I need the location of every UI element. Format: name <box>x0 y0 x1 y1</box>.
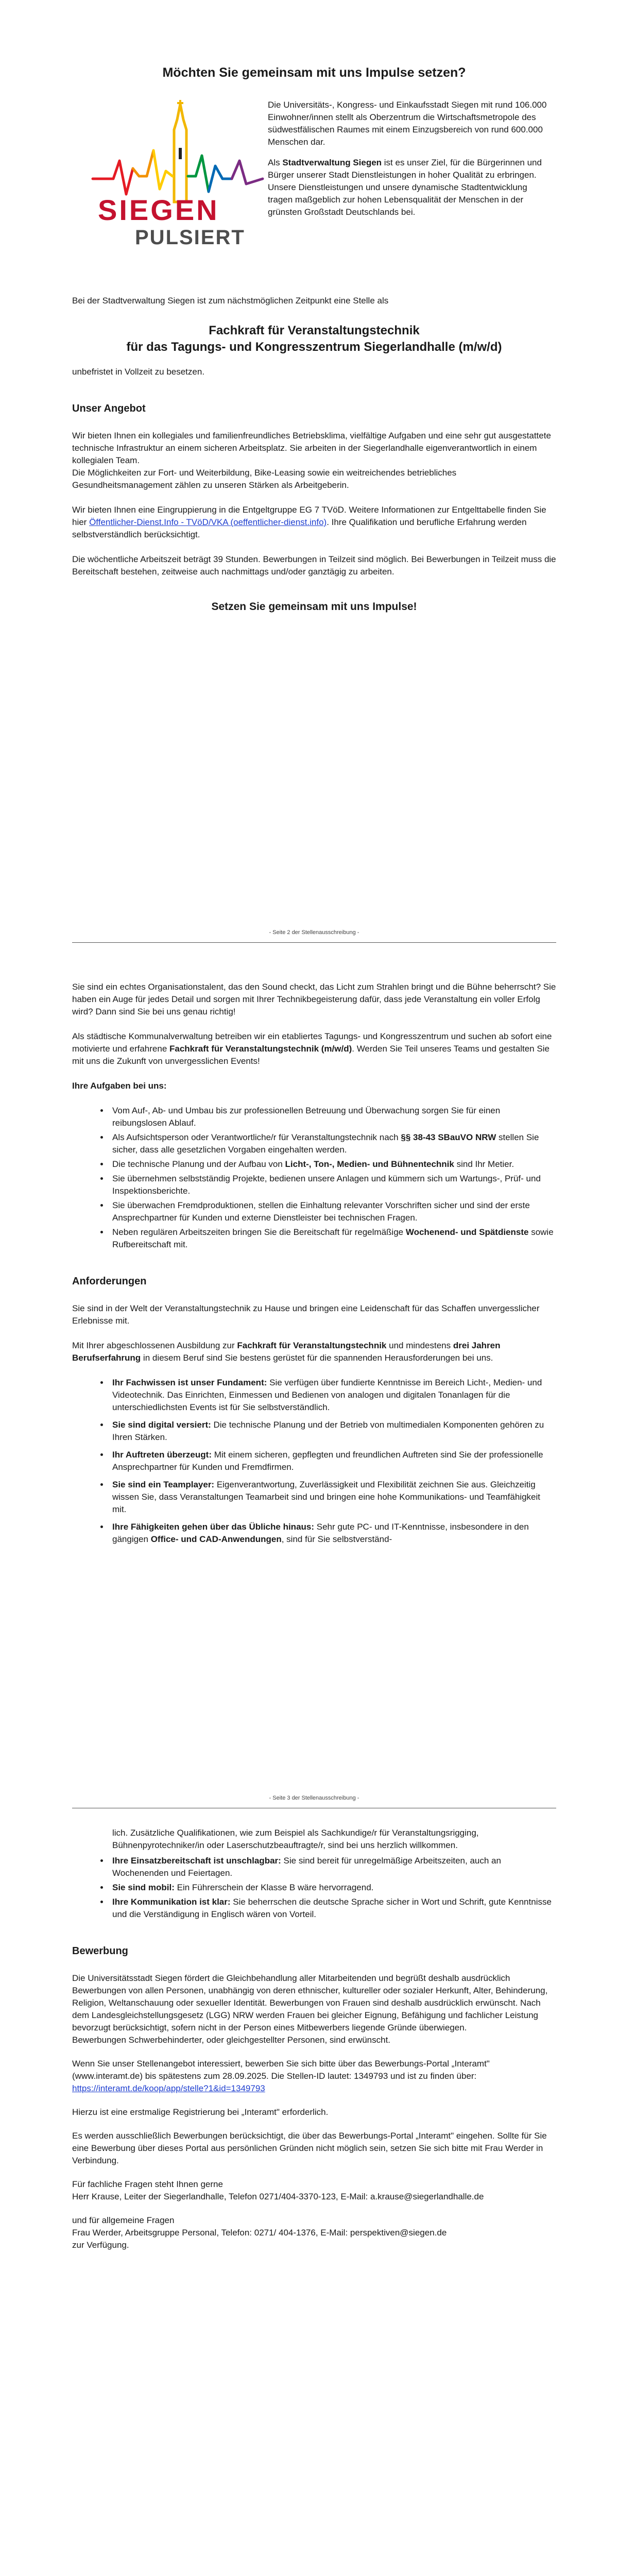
list-item: • Ihr Auftreten überzeugt: Mit einem sicheren, gepflegten und freundlichen Auftreten sind Sie der professionelle Ansprechpartner für Kunden und Fremdfirmen. <box>109 1449 556 1473</box>
requirements-heading: Anforderungen <box>72 1276 147 1287</box>
page-3 <box>72 1808 556 2576</box>
closing-slogan: Setzen Sie gemeinsam mit uns Impulse! <box>211 601 417 613</box>
offer-paragraph-1 <box>72 430 556 492</box>
interamt-link[interactable]: https://interamt.de/koop/app/stelle?1&id=1349793 <box>72 2083 265 2093</box>
pulse-line-icon <box>93 150 263 194</box>
list-item: • Sie sind digital versiert: Die technische Planung und der Betrieb von multimedialen Komponenten gehören zu Ihren Stärken. <box>109 1419 556 1444</box>
application-heading: Bewerbung <box>72 1945 128 1957</box>
list-item: • Neben regulären Arbeitszeiten bringen Sie die Bereitschaft für regelmäßige Wochenend- und Spätdienste sowie Rufbereitschaft mit. <box>109 1226 556 1251</box>
intro-p2-prefix: Als <box>268 158 283 167</box>
list-item: • Sie sind mobil: Ein Führerschein der Klasse B wäre hervorragend. <box>109 1882 556 1894</box>
intro-section <box>72 99 556 284</box>
requirement-continuation: lich. Zusätzliche Qualifikationen, wie zum Beispiel als Sachkundige/r für Veranstaltungsrigging, Bühnenpyrotechniker/in oder Laserschutzbeauftragte/r, sind bei uns herzlich willkommen. <box>112 1828 479 1850</box>
tasks-list <box>72 1105 556 1251</box>
list-item: • Ihre Kommunikation ist klar: Sie beherrschen die deutsche Sprache sicher in Wort und Schrift, gute Kenntnisse und die Verständigung in Englisch wären von Vorteil. <box>109 1896 556 1921</box>
requirements-list-continued <box>72 1855 556 1921</box>
page-title: Möchten Sie gemeinsam mit uns Impulse setzen? <box>162 65 466 80</box>
tariff-table-link[interactable]: Öffentlicher-Dienst.Info - TVöD/VKA (oeffentlicher-dienst.info) <box>89 517 327 527</box>
requirements-list <box>72 1377 556 1546</box>
list-item: • Sie übernehmen selbstständig Projekte, bedienen unsere Anlagen und kümmern sich um Wartungs-, Prüf- und Inspektionsberichte. <box>109 1173 556 1197</box>
application-paragraph-1: Die Universitätsstadt Siegen fördert die Gleichbehandlung aller Mitarbeitenden und begrüßt deshalb ausdrücklich Bewerbungen von allen Personen, unabhängig von deren ethnischer, kultureller oder sozialer Herkunft, Alter, Behinderung, Religion, Weltanschauung oder sexueller Identität. Bewerbungen von Frauen sind deshalb ausdrücklich erwünscht. Nach dem Landesgleichstellungsgesetz (LGG) NRW werden Frauen bei gleicher Eignung, Befähigung und fachlicher Leistung bevorzugt berücksichtigt, sofern nicht in der Person eines Mitbewerbers liegende Gründe überwiegen. Bewerbungen Schwerbehinderter, oder gleichgestellter Personen, sind erwünscht. <box>72 1973 548 2045</box>
logo-word-siegen: SIEGEN <box>98 194 219 226</box>
intro-text <box>268 99 551 227</box>
logo-word-pulsiert: PULSIERT <box>135 226 245 249</box>
intro-paragraph-2 <box>268 157 551 218</box>
page-footer: - Seite 3 der Stellenausschreibung - <box>269 1795 359 1801</box>
list-item: • Die technische Planung und der Aufbau von Licht-, Ton-, Medien- und Bühnentechnik sind Ihr Metier. <box>109 1158 556 1171</box>
application-paragraph-3: Hierzu ist eine erstmalige Registrierung bei „Interamt" erforderlich. <box>72 2107 329 2117</box>
offer-p1a: Wir bieten Ihnen ein kollegiales und familienfreundliches Betriebsklima, vielfältige Aufgaben und eine sehr gut ausgestattete technische Infrastruktur an einem sicheren Arbeitsplatz. Sie arbeiten in der Siegerlandhalle eigenverantwortlich in einem kollegialen Team. <box>72 431 551 465</box>
employment-type: unbefristet in Vollzeit zu besetzen. <box>72 367 205 377</box>
tasks-heading <box>72 1080 556 1092</box>
application-section <box>72 1972 556 2167</box>
list-item: • Als Aufsichtsperson oder Verantwortliche/r für Veranstaltungstechnik nach §§ 38-43 SBauVO NRW stellen Sie sicher, dass alle gesetzlichen Vorgaben eingehalten werden. <box>109 1131 556 1156</box>
requirements-paragraph-1: Sie sind in der Welt der Veranstaltungstechnik zu Hause und bringen eine Leidenschaft für das Schaffen unvergesslicher Erlebnisse mit. <box>72 1303 540 1326</box>
page-1 <box>72 0 556 943</box>
offer-heading: Unser Angebot <box>72 403 146 414</box>
page2-intro-2-bold: Fachkraft für Veranstaltungstechnik (m/w/d) <box>169 1044 352 1054</box>
contact-general: und für allgemeine Fragen Frau Werder, Arbeitsgruppe Personal, Telefon: 0271/ 404-1376, E-Mail: perspektiven@siegen.de zur Verfügung. <box>72 2215 447 2250</box>
list-item: • Vom Auf-, Ab- und Umbau bis zur professionellen Betreuung und Überwachung sorgen Sie für einen reibungslosen Ablauf. <box>109 1105 556 1129</box>
list-item: • Ihre Fähigkeiten gehen über das Übliche hinaus: Sehr gute PC- und IT-Kenntnisse, insbesondere in den gängigen Office- und CAD-Anwendungen, sind für Sie selbstverständ- <box>109 1521 556 1546</box>
page-2 <box>72 943 556 1808</box>
siegen-pulsiert-logo <box>77 99 278 253</box>
lead-line: Bei der Stadtverwaltung Siegen ist zum nächstmöglichen Zeitpunkt eine Stelle als <box>72 296 389 306</box>
requirements-paragraph-2: Mit Ihrer abgeschlossenen Ausbildung zur Fachkraft für Veranstaltungstechnik und mindestens drei Jahren Berufserfahrung in diesem Beruf sind Sie bestens gerüstet für die spannenden Herausforderungen bei uns. <box>72 1341 501 1363</box>
intro-p2-bold: Stadtverwaltung Siegen <box>282 158 382 167</box>
page2-intro-2-prefix: Als städtische Kommunalverwaltung betreiben wir ein etabliertes Tagungs- und Kongresszentrum und suchen ab sofort eine motivierte und erfahrene <box>72 1031 552 1054</box>
offer-p2-rest: . Ihre Qualifikation und berufliche Erfahrung werden selbstverständlich berücksichtigt. <box>72 517 527 539</box>
tasks-heading-text: Ihre Aufgaben bei uns: <box>72 1081 167 1091</box>
contact-technical: Für fachliche Fragen steht Ihnen gerne Herr Krause, Leiter der Siegerlandhalle, Telefon 0271/404-3370-123, E-Mail: a.krause@siegerlandhalle.de <box>72 2179 484 2201</box>
page2-intro-2 <box>72 1030 556 1067</box>
application-paragraph-4: Es werden ausschließlich Bewerbungen berücksichtigt, die über das Bewerbungs-Portal „Interamt" eingehen. Sollte für Sie eine Bewerbung über dieses Portal aus persönlichen Gründen nicht möglich sein, setzen Sie sich bitte mit Frau Werder in Verbindung. <box>72 2131 547 2165</box>
job-title <box>72 323 556 355</box>
list-item: • Ihr Fachwissen ist unser Fundament: Sie verfügen über fundierte Kenntnisse im Bereich Licht-, Medien- und Videotechnik. Das Einrichten, Einmessen und Bedienen von analogen und digitalen Tonanlagen für die unterschiedlichsten Events ist für Sie selbstverständlich. <box>109 1377 556 1414</box>
job-title-line-2: für das Tagungs- und Kongresszentrum Siegerlandhalle (m/w/d) <box>126 340 502 354</box>
intro-paragraph-1: Die Universitäts-, Kongress- und Einkaufsstadt Siegen mit rund 106.000 Einwohner/innen stellt als Oberzentrum die Wirtschaftsmetropole des südwestfälischen Raumes mit einem Einzugsbereich von rund 600.000 Menschen dar. <box>268 100 547 147</box>
intro-p2-rest: ist es unser Ziel, für die Bürgerinnen und Bürger unserer Stadt Dienstleistungen in hoher Qualität zu erbringen. Unsere Dienstleistungen und unsere dynamische Stadtentwicklung tragen maßgeblich zur hohen Lebensqualität der Menschen in der grünsten Großstadt Deutschlands bei. <box>268 158 542 217</box>
offer-p2-prefix: Wir bieten Ihnen eine Eingruppierung in die Entgeltgruppe EG 7 TVöD. Weitere Informationen zur Entgelttabelle finden Sie hier <box>72 505 546 527</box>
church-icon <box>174 100 186 202</box>
list-item: • Ihre Einsatzbereitschaft ist unschlagbar: Sie sind bereit für unregelmäßige Arbeitszeiten, auch an Wochenenden und Feiertagen. <box>109 1855 556 1879</box>
offer-paragraph-3: Die wöchentliche Arbeitszeit beträgt 39 Stunden. Bewerbungen in Teilzeit sind möglich. Bei Bewerbungen in Teilzeit muss die Bereitschaft bestehen, zeitweise auch nachmittags und/oder ganztägig zu arbeiten. <box>72 554 556 577</box>
page2-intro-1: Sie sind ein echtes Organisationstalent, das den Sound checkt, das Licht zum Strahlen bringt und die Bühne beherrscht? Sie haben ein Auge für jedes Detail und sorgen mit Ihrer Technikbegeisterung dafür, dass jede Veranstaltung ein voller Erfolg wird? Dann sind Sie bei uns genau richtig! <box>72 982 556 1016</box>
application-paragraph-2: Wenn Sie unser Stellenangebot interessiert, bewerben Sie sich bitte über das Bewerbungs-Portal „Interamt" (www.interamt.de) bis spätestens zum 28.09.2025. Die Stellen-ID lautet: 1349793 und ist zu finden über: https://interamt.de/koop/app/stelle?1&id=1349793 <box>72 2059 490 2093</box>
offer-p1b: Die Möglichkeiten zur Fort- und Weiterbildung, Bike-Leasing sowie ein weitreichendes betriebliches Gesundheitsmanagement zählen zu unseren Stärken als Arbeitgeberin. <box>72 468 457 490</box>
contact-section <box>72 2178 556 2251</box>
job-title-line-1: Fachkraft für Veranstaltungstechnik <box>209 324 420 337</box>
page-footer: - Seite 2 der Stellenausschreibung - <box>269 929 359 936</box>
offer-paragraph-2 <box>72 504 556 541</box>
list-item: • Sie sind ein Teamplayer: Eigenverantwortung, Zuverlässigkeit und Flexibilität zeichnen Sie aus. Gleichzeitig wissen Sie, dass Veranstaltungen Teamarbeit sind und bringen eine hohe Kommunikations- und Teamfähigkeit mit. <box>109 1479 556 1516</box>
list-item: • Sie überwachen Fremdproduktionen, stellen die Einhaltung relevanter Vorschriften sicher und sind der erste Ansprechpartner für Kunden und externe Dienstleister bei technischen Fragen. <box>109 1199 556 1224</box>
page2-intro-2-rest: . Werden Sie Teil unseres Teams und gestalten Sie mit uns die Zukunft von unvergesslichen Events! <box>72 1044 550 1066</box>
